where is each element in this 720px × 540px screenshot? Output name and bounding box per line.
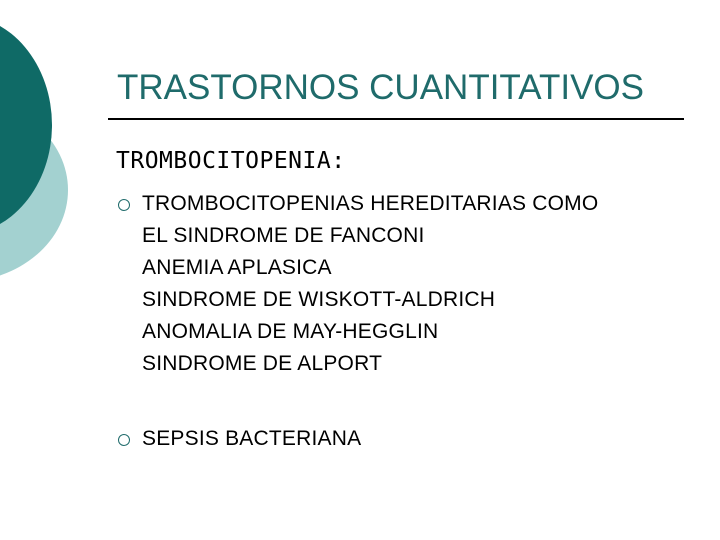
section-heading: TROMBOCITOPENIA: <box>116 148 346 174</box>
bullet-marker <box>118 434 130 446</box>
slide-title: TRASTORNOS CUANTITATIVOS <box>117 68 644 107</box>
title-divider <box>108 118 684 120</box>
bullet-line: TROMBOCITOPENIAS HEREDITARIAS COMO <box>142 192 599 215</box>
bullet-item <box>142 188 598 380</box>
bullet-line: EL SINDROME DE FANCONI <box>142 224 425 247</box>
bullet-line: ANEMIA APLASICA <box>142 256 332 279</box>
bullet-line: ANOMALIA DE MAY-HEGGLIN <box>142 320 439 343</box>
decorative-circles <box>0 0 90 300</box>
bullet-line: SINDROME DE ALPORT <box>142 352 383 375</box>
bullet-line: SINDROME DE WISKOTT-ALDRICH <box>142 288 496 311</box>
bullet-marker <box>118 199 130 211</box>
bullet-item <box>142 423 361 455</box>
bullet-line: SEPSIS BACTERIANA <box>142 427 362 450</box>
